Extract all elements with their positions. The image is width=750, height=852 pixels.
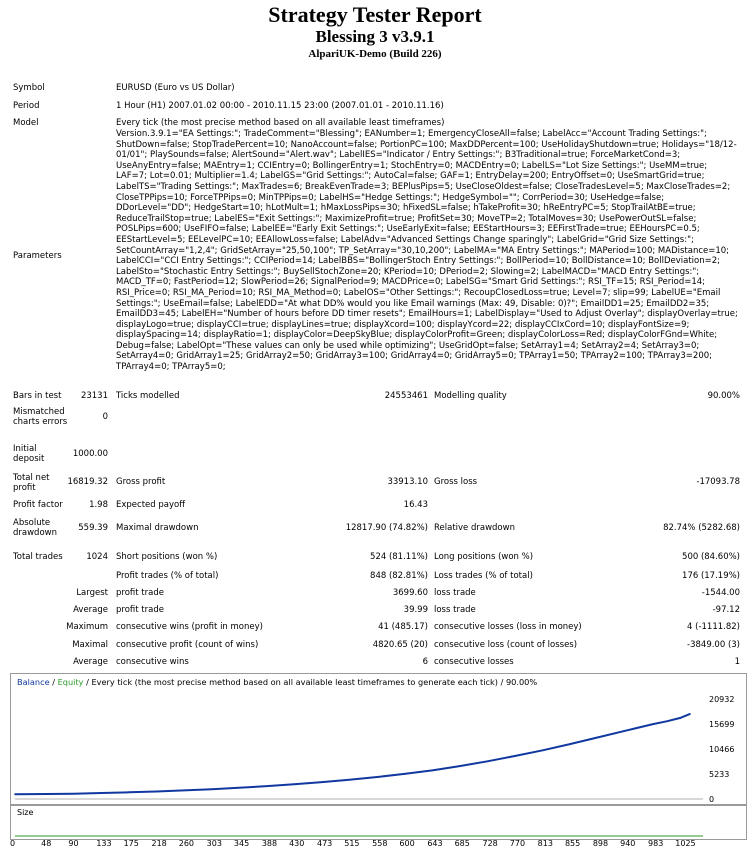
pf-value: 1.98 <box>89 500 108 510</box>
x-tick-label: 685 <box>454 839 470 848</box>
symbol-label: Symbol <box>13 83 45 93</box>
y-tick-label: 0 <box>709 795 715 804</box>
report-subtitle: Blessing 3 v3.9.1 <box>315 27 435 46</box>
avg-wins-label: consecutive wins <box>116 657 189 667</box>
balance-point <box>459 765 461 767</box>
x-tick-label: 218 <box>151 839 167 848</box>
model-label: Model <box>13 118 39 128</box>
legend-sep: / <box>49 677 58 687</box>
trades-value: 1024 <box>86 552 108 562</box>
y-tick-label: 15699 <box>709 720 735 730</box>
quality-label: Modelling quality <box>434 391 507 401</box>
balance-point <box>624 730 626 732</box>
mismatch-label: Mismatched charts errors <box>13 407 68 427</box>
ptrades-value: 848 (82.81%) <box>370 571 428 581</box>
balance-point <box>321 781 323 783</box>
balance-point <box>404 773 406 775</box>
x-tick-label: 345 <box>233 839 250 848</box>
balance-point <box>266 785 268 787</box>
long-label: Long positions (won %) <box>434 552 534 562</box>
x-tick-label: 90 <box>68 839 79 848</box>
max-losses-value: 4 (-1111.82) <box>687 622 740 632</box>
balance-point <box>514 755 516 757</box>
size-chart <box>10 805 747 840</box>
parameters-value: Version.3.9.1="EA Settings:"; TradeComment="Blessing"; EANumber=1; EmergencyCloseAll=false; LabelAcc="Account Trading Settings:"; ShutDown=false; StopTradePercent=10; NanoAccount=false; PortionPC=100; MaxDDPercent=100; UseHolidayShutdown=true; Holidays="18/12-01/01"; PlaySounds=false; AlertSound="Alert.wav"; LabelIES="Indicator / Entry Settings:"; B3Traditional=true; ForceMarketCond=3; UseAnyEntry=false; MAEntry=1; CCIEntry=0; BollingerEntry=1; StochEntry=0; MACDEntry=0; LabelLS="Lot Size Settings:"; UseMM=true; LAF=7; Lot=0.01; Multiplier=1.4; LabelGS="Grid Settings:"; AutoCal=false; GAF=1; EntryDelay=200; EntryOffset=0; UseSmartGrid=true; LabelTS="Trading Settings:"; MaxTrades=6; BreakEvenTrade=3; BEPlusPips=5; UseCloseOldest=false; CloseTradesLevel=5; MaxCloseTrades=2; CloseTPPips=10; ForceTPPips=0; MinTPPips=0; LabelHS="Hedge Settings:"; HedgeSymbol=""; CorrPeriod=30; UseHedge=false; DDorLevel="DD"; HedgeStart=10; hLotMult=1; hMaxLossPips=30; hFixedSL=false; hTakeProfit=30; hReEntryPC=5; StopTrailAtBE=true; ReduceTrailStop=true; LabelES="Exit Settings:"; MaximizeProfit=true; ProfitSet=30; MoveTP=2; TotalMoves=30; UsePowerOutSL=false; POSLPips=600; UseFIFO=false; LabelEE="Early Exit Settings:"; UseEarlyExit=false; EEStartHours=3; EEFirstTrade=true; EEHoursPC=0.5; EEStartLevel=5; EELevelPC=10; EEAllowLoss=false; LabelAdv="Advanced Settings Change sparingly"; LabelGrid="Grid Size Settings:"; SetCountArray="1,2,4"; GridSetArray="25,50,100"; TP_SetArray="30,10,200"; LabelMA="MA Entry Settings:"; MAPeriod=100; MADistance=10; LabelCCI="CCI Entry Settings:"; CCIPeriod=14; LabelBBS="BollingerStoch Entry Settings:"; BollPeriod=10; BollDistance=10; BollDeviation=2; LabelSto="Stochastic Entry Settings:"; BuySellStochZone=20; KPeriod=10; DPeriod=2; Slowing=2; LabelMACD="MACD Entry Settings:"; MACD_TF=0; FastPeriod=12; SlowPeriod=26; SignalPeriod=9; MACDPrice=0; LabelSG="Smart Grid Settings:"; RSI_TF=15; RSI_Period=14; RSI_Price=0; RSI_MA_Period=10; RSI_MA_Method=0; LabelOS="Other Settings:"; RecoupClosedLoss=true; Level=7; slip=99; LabelUE="Email Settings:"; UseEmail=false; LabelEDD="At what DD% would you like Email warnings (Max: 49, Disable: 0)?"; EmailDD1=25; EmailDD2=35; EmailDD3=45; LabelEH="Number of hours before DD timer resets"; EmailHours=1; LabelDisplay="Used to Adjust Overlay"; displayOverlay=true; displayLogo=true; displayCCI=true; displayLines=true; displayXcord=100; displayYcord=22; displayCCIxCord=10; displayFontSize=9; displaySpacing=14; displayRatio=1; displayColor=DeepSkyBlue; displayColorProfit=Green; displayColorLoss=Red; displayColorFGnd=White; Debug=false; LabelOpt="These values can only be used while optimizing"; UseGridOpt=false; SetArray1=4; SetArray2=4; SetArray3=0; SetArray4=0; GridArray1=25; GridArray2=50; GridArray3=100; GridArray4=0; GridArray5=0; TPArray1=50; TPArray2=100; TPArray3=200; TPArray4=0; TPArray5=0; <box>116 129 738 373</box>
average-profit-label: profit trade <box>116 605 164 615</box>
average-label: Average <box>73 605 108 615</box>
ltrades-label: Loss trades (% of total) <box>434 571 533 581</box>
absdd-value: 559.39 <box>78 523 108 533</box>
grossloss-value: -17093.78 <box>696 477 740 487</box>
legend-balance: Balance <box>17 677 50 687</box>
ticks-label: Ticks modelled <box>116 391 180 401</box>
maxdd-value: 12817.90 (74.82%) <box>345 523 428 533</box>
max-wins-label: consecutive wins (profit in money) <box>116 622 263 632</box>
x-tick-label: 728 <box>482 839 498 848</box>
grossprofit-label: Gross profit <box>116 477 166 487</box>
x-tick-label: 770 <box>509 839 526 848</box>
balance-point <box>183 790 185 792</box>
x-tick-label: 558 <box>372 839 388 848</box>
legend-rest: / Every tick (the most precise method based on all available least timeframes to generate each tick) / 90.00% <box>83 677 538 687</box>
avg-losses-value: 1 <box>734 657 740 667</box>
average-loss-value: -97.12 <box>712 605 740 615</box>
y-tick-label: 20932 <box>709 695 735 705</box>
grossloss-label: Gross loss <box>434 477 478 487</box>
largest-profit-label: profit trade <box>116 588 164 598</box>
short-value: 524 (81.11%) <box>370 552 428 562</box>
x-tick-label: 983 <box>648 839 664 848</box>
grossprofit-value: 33913.10 <box>387 477 428 487</box>
largest-label: Largest <box>76 588 108 598</box>
report-title: Strategy Tester Report <box>268 2 482 27</box>
size-label: Size <box>17 808 34 817</box>
reldd-label: Relative drawdown <box>434 523 515 533</box>
balance-point <box>45 793 47 795</box>
parameters-label: Parameters <box>13 251 62 261</box>
x-tick-label: 133 <box>96 839 112 848</box>
period-value: 1 Hour (H1) 2007.01.02 00:00 - 2010.11.15 23:00 (2007.01.01 - 2010.11.16) <box>116 101 444 111</box>
maxdd-label: Maximal drawdown <box>116 523 199 533</box>
balance-line <box>15 714 690 794</box>
x-tick-label: 260 <box>178 839 195 848</box>
balance-point <box>679 717 681 719</box>
y-tick-label: 5233 <box>709 770 730 780</box>
x-tick-label: 473 <box>317 839 333 848</box>
absdd-label: Absolute drawdown <box>13 518 57 538</box>
balance-point <box>211 788 213 790</box>
quality-value: 90.00% <box>707 391 740 401</box>
ltrades-value: 176 (17.19%) <box>682 571 740 581</box>
x-tick-label: 515 <box>344 839 360 848</box>
payoff-value: 16.43 <box>403 500 428 510</box>
maximal-label: Maximal <box>72 640 108 650</box>
x-tick-label: 940 <box>620 839 636 848</box>
balance-point <box>597 737 599 739</box>
balance-chart-svg <box>11 674 746 804</box>
balance-point <box>376 776 378 778</box>
model-value: Every tick (the most precise method based on all available least timeframes) <box>116 118 445 128</box>
x-tick-label: 388 <box>261 839 278 848</box>
maximal-loss-value: -3849.00 (3) <box>687 640 740 650</box>
x-tick-label: 643 <box>427 839 443 848</box>
largest-loss-value: -1544.00 <box>701 588 740 598</box>
balance-point <box>156 791 158 793</box>
netprofit-label: Total net profit <box>13 473 50 493</box>
largest-profit-value: 3699.60 <box>392 588 428 598</box>
payoff-label: Expected payoff <box>116 500 186 510</box>
maximum-label: Maximum <box>66 622 108 632</box>
maximal-loss-label: consecutive loss (count of losses) <box>434 640 578 650</box>
x-tick-label: 430 <box>289 839 305 848</box>
avg-label: Average <box>73 657 108 667</box>
ptrades-label: Profit trades (% of total) <box>116 571 219 581</box>
x-tick-label: 600 <box>399 839 415 848</box>
balance-point <box>542 750 544 752</box>
long-value: 500 (84.60%) <box>682 552 740 562</box>
period-label: Period <box>13 101 40 111</box>
reldd-value: 82.74% (5282.68) <box>663 523 740 533</box>
avg-wins-value: 6 <box>422 657 428 667</box>
average-loss-label: loss trade <box>434 605 476 615</box>
deposit-value: 1000.00 <box>72 449 108 459</box>
avg-losses-label: consecutive losses <box>434 657 514 667</box>
ticks-value: 24553461 <box>384 391 428 401</box>
y-tick-label: 10466 <box>709 745 735 755</box>
deposit-label: Initial deposit <box>13 444 45 464</box>
x-tick-label: 0 <box>10 839 16 848</box>
balance-point <box>128 792 130 794</box>
max-losses-label: consecutive losses (loss in money) <box>434 622 582 632</box>
balance-chart <box>10 673 747 805</box>
bars-value: 23131 <box>80 391 108 401</box>
balance-point <box>652 723 654 725</box>
x-axis <box>10 839 745 851</box>
average-profit-value: 39.99 <box>403 605 428 615</box>
balance-point <box>432 770 434 772</box>
balance-point <box>238 787 240 789</box>
balance-point <box>487 760 489 762</box>
pf-label: Profit factor <box>13 500 63 510</box>
x-tick-label: 813 <box>537 839 553 848</box>
x-tick-label: 898 <box>592 839 609 848</box>
x-tick-label: 48 <box>41 839 52 848</box>
legend-equity: Equity <box>57 677 84 687</box>
x-tick-label: 175 <box>123 839 139 848</box>
balance-point <box>101 792 103 794</box>
maximal-profit-value: 4820.65 (20) <box>372 640 428 650</box>
x-tick-label: 855 <box>564 839 581 848</box>
mismatch-value: 0 <box>102 412 108 422</box>
bars-label: Bars in test <box>13 391 62 401</box>
balance-point <box>348 779 350 781</box>
x-tick-label: 303 <box>206 839 222 848</box>
balance-point <box>667 720 669 722</box>
balance-point <box>569 743 571 745</box>
largest-loss-label: loss trade <box>434 588 476 598</box>
maximal-profit-label: consecutive profit (count of wins) <box>116 640 259 650</box>
trades-label: Total trades <box>13 552 63 562</box>
x-tick-label: 1025 <box>675 839 696 848</box>
balance-point <box>14 793 16 795</box>
netprofit-value: 16819.32 <box>67 477 108 487</box>
max-wins-value: 41 (485.17) <box>378 622 428 632</box>
balance-point <box>73 793 75 795</box>
size-chart-svg <box>11 806 746 839</box>
short-label: Short positions (won %) <box>116 552 218 562</box>
balance-point <box>689 713 691 715</box>
account-name: AlpariUK-Demo (Build 226) <box>308 48 442 60</box>
symbol-value: EURUSD (Euro vs US Dollar) <box>116 83 235 93</box>
balance-point <box>293 783 295 785</box>
